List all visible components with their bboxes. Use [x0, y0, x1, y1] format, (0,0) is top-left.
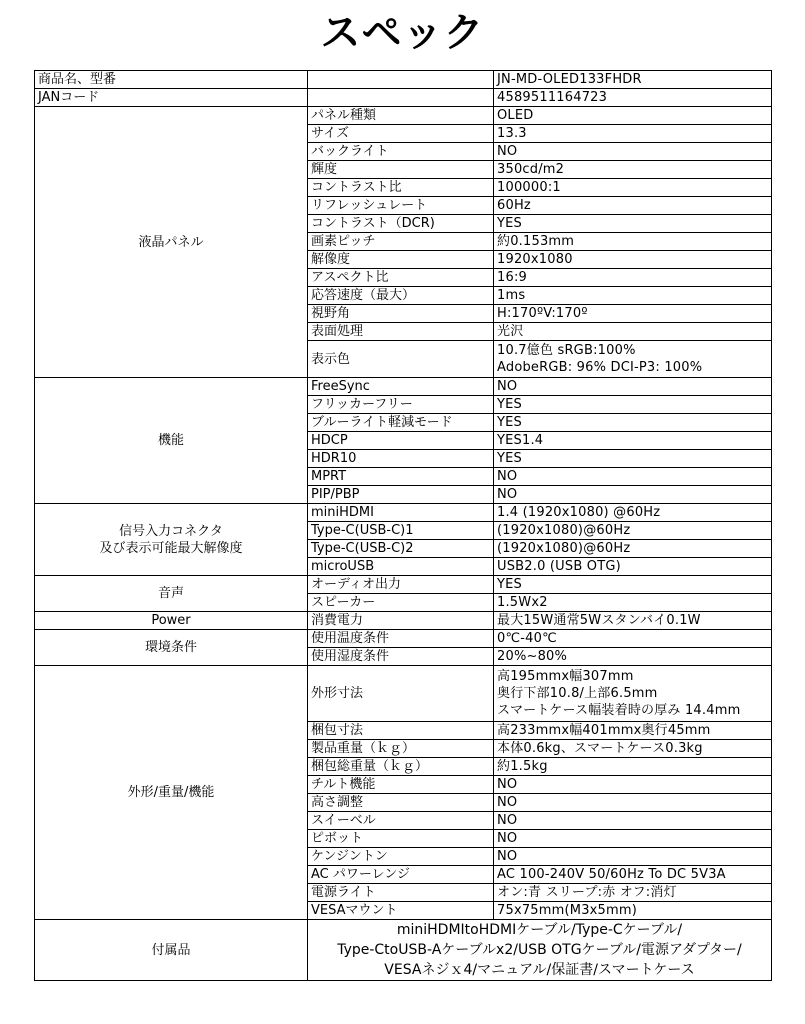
spec-label: 解像度: [308, 251, 494, 269]
spec-label: スピーカー: [308, 594, 494, 612]
table-row: [35, 612, 772, 630]
spec-value: NO: [494, 830, 772, 848]
value-line: スマートケース幅装着時の厚み 14.4mm: [497, 703, 741, 718]
spec-value: 75x75mm(M3x5mm): [494, 902, 772, 920]
spec-value: 1.5Wx2: [494, 594, 772, 612]
category-label: 音声: [157, 586, 184, 601]
spec-value: [494, 666, 772, 722]
spec-value: 高233mmx幅401mmx奥行45mm: [494, 722, 772, 740]
value-line: 奥行下部10.8/上部6.5mm: [497, 686, 658, 701]
spec-value: NO: [494, 378, 772, 396]
row-label: JANコード: [35, 89, 308, 107]
spec-value: [494, 341, 772, 378]
spec-value: YES: [494, 396, 772, 414]
category-environment: [35, 630, 308, 666]
value-line: 高195mmx幅307mm: [497, 669, 634, 684]
category-physical: [35, 666, 308, 920]
table-row: [35, 504, 772, 522]
spec-value: YES: [494, 414, 772, 432]
table-row: [35, 107, 772, 125]
category-label: Power: [151, 613, 191, 628]
table-row: [35, 71, 772, 89]
spec-value: 約0.153mm: [494, 233, 772, 251]
spec-value: 1.4 (1920x1080) @60Hz: [494, 504, 772, 522]
spec-label: 電源ライト: [308, 884, 494, 902]
spec-value: 350cd/m2: [494, 161, 772, 179]
spec-label: Type-C(USB-C)2: [308, 540, 494, 558]
row-label: 商品名、型番: [35, 71, 308, 89]
category-power: [35, 612, 308, 630]
category-connectors: [35, 504, 308, 576]
spec-label: ピボット: [308, 830, 494, 848]
category-label: 機能: [157, 433, 184, 448]
spec-label: スイーベル: [308, 812, 494, 830]
spec-label: 梱包総重量（ｋｇ）: [308, 758, 494, 776]
spec-value: YES: [494, 215, 772, 233]
empty-cell: [308, 71, 494, 89]
spec-label: PIP/PBP: [308, 486, 494, 504]
value-line: AdobeRGB: 96% DCI-P3: 100%: [497, 360, 703, 375]
spec-label: 梱包寸法: [308, 722, 494, 740]
spec-label: コントラスト（DCR): [308, 215, 494, 233]
spec-label: フリッカーフリー: [308, 396, 494, 414]
spec-value: 60Hz: [494, 197, 772, 215]
table-row: [35, 576, 772, 594]
category-label: 外形/重量/機能: [127, 785, 215, 800]
spec-value: USB2.0 (USB OTG): [494, 558, 772, 576]
spec-value: NO: [494, 486, 772, 504]
spec-value: 最大15W通常5Wスタンバイ0.1W: [494, 612, 772, 630]
spec-value: 本体0.6kg、スマートケース0.3kg: [494, 740, 772, 758]
spec-value: 20%~80%: [494, 648, 772, 666]
spec-label: バックライト: [308, 143, 494, 161]
spec-label: HDR10: [308, 450, 494, 468]
spec-label: サイズ: [308, 125, 494, 143]
spec-label: コントラスト比: [308, 179, 494, 197]
spec-label: 使用温度条件: [308, 630, 494, 648]
model-number: JN-MD-OLED133FHDR: [494, 71, 772, 89]
spec-value: 1920x1080: [494, 251, 772, 269]
spec-label: ケンジントン: [308, 848, 494, 866]
spec-value: OLED: [494, 107, 772, 125]
spec-value: 光沢: [494, 323, 772, 341]
spec-label: 応答速度（最大）: [308, 287, 494, 305]
spec-label: miniHDMI: [308, 504, 494, 522]
category-label: 液晶パネル: [138, 234, 204, 250]
spec-label: アスペクト比: [308, 269, 494, 287]
category-label: 環境条件: [144, 640, 197, 655]
category-label: 信号入力コネクタ: [119, 523, 223, 539]
spec-value: NO: [494, 143, 772, 161]
category-audio: [35, 576, 308, 612]
spec-value: YES: [494, 576, 772, 594]
spec-label: パネル種類: [308, 107, 494, 125]
spec-label: 高さ調整: [308, 794, 494, 812]
spec-value: H:170ºV:170º: [494, 305, 772, 323]
spec-label: microUSB: [308, 558, 494, 576]
table-row: [35, 89, 772, 107]
spec-value: NO: [494, 794, 772, 812]
table-row: [35, 666, 772, 722]
category-lcd-panel: [35, 107, 308, 378]
spec-value: NO: [494, 468, 772, 486]
accessory-line: VESAネジｘ4/マニュアル/保証書/スマートケース: [384, 962, 695, 978]
spec-label: 輝度: [308, 161, 494, 179]
table-row: [35, 920, 772, 981]
spec-label: オーディオ出力: [308, 576, 494, 594]
value-line: 10.7億色 sRGB:100%: [497, 343, 636, 358]
spec-label: MPRT: [308, 468, 494, 486]
spec-value: オン:青 スリープ:赤 オフ:消灯: [494, 884, 772, 902]
spec-label: 使用湿度条件: [308, 648, 494, 666]
category-label: 及び表示可能最大解像度: [99, 540, 243, 556]
category-label: 付属品: [151, 942, 191, 958]
spec-value: NO: [494, 812, 772, 830]
spec-table: [34, 70, 772, 981]
table-row: [35, 378, 772, 396]
spec-label: HDCP: [308, 432, 494, 450]
spec-label: 外形寸法: [308, 666, 494, 722]
accessory-line: miniHDMItoHDMIケーブル/Type-Cケーブル/: [396, 922, 683, 938]
spec-value: 約1.5kg: [494, 758, 772, 776]
spec-value: (1920x1080)@60Hz: [494, 540, 772, 558]
empty-cell: [308, 89, 494, 107]
spec-value: 13.3: [494, 125, 772, 143]
spec-label: 視野角: [308, 305, 494, 323]
spec-value: 100000:1: [494, 179, 772, 197]
spec-value: 16:9: [494, 269, 772, 287]
spec-label: Type-C(USB-C)1: [308, 522, 494, 540]
spec-value: NO: [494, 848, 772, 866]
accessories-list: [308, 920, 772, 981]
spec-value: 0℃-40℃: [494, 630, 772, 648]
table-row: [35, 630, 772, 648]
accessory-line: Type-CtoUSB-Aケーブルx2/USB OTGケーブル/電源アダプター/: [337, 942, 742, 958]
spec-value: YES1.4: [494, 432, 772, 450]
page-title: スペック: [320, 10, 485, 56]
spec-value: NO: [494, 776, 772, 794]
jan-code: 4589511164723: [494, 89, 772, 107]
spec-label: VESAマウント: [308, 902, 494, 920]
spec-label: 画素ピッチ: [308, 233, 494, 251]
category-accessories: [35, 920, 308, 981]
spec-value: AC 100-240V 50/60Hz To DC 5V3A: [494, 866, 772, 884]
spec-label: 製品重量（ｋｇ）: [308, 740, 494, 758]
spec-label: リフレッシュレート: [308, 197, 494, 215]
spec-label: AC パワーレンジ: [308, 866, 494, 884]
spec-label: ブルーライト軽減モード: [308, 414, 494, 432]
category-features: [35, 378, 308, 504]
spec-label: 消費電力: [308, 612, 494, 630]
spec-label: 表示色: [308, 341, 494, 378]
spec-label: FreeSync: [308, 378, 494, 396]
spec-value: (1920x1080)@60Hz: [494, 522, 772, 540]
spec-label: 表面処理: [308, 323, 494, 341]
spec-value: YES: [494, 450, 772, 468]
spec-value: 1ms: [494, 287, 772, 305]
spec-label: チルト機能: [308, 776, 494, 794]
